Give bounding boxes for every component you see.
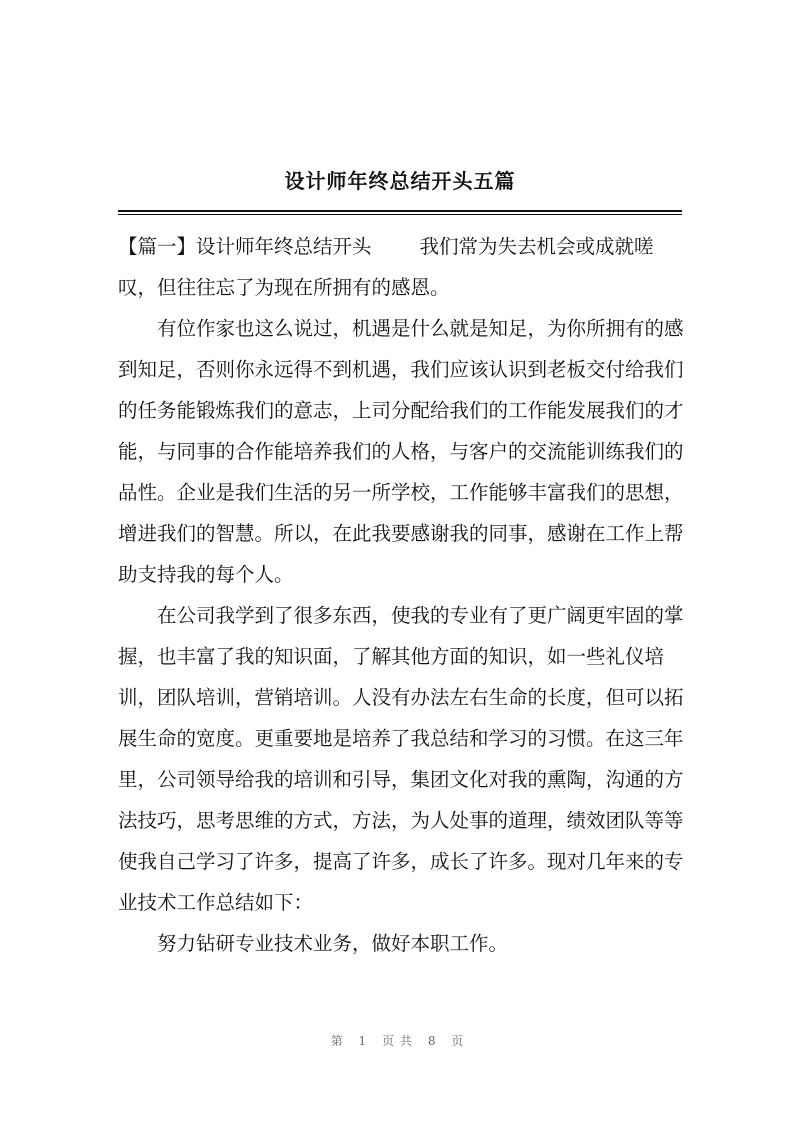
section-heading: 【篇一】设计师年终总结开头 bbox=[118, 235, 372, 258]
intro-text: 我们常为失去机会或成就嗟叹，但往往忘了为现在所拥有的感恩。 bbox=[118, 235, 654, 299]
document-title: 设计师年终总结开头五篇 bbox=[284, 169, 516, 193]
paragraph-1: 有位作家也这么说过，机遇是什么就是知足，为你所拥有的感到知足，否则你永远得不到机遇，我们应该认识到老板交付给我们的任务能锻炼我们的意志，上司分配给我们的工作能发展我们的才能，与同事的合作能培养我们的人格，与客户的交流能训练我们的品性。企业是我们生活的另一所学校，工作能够丰富我们的思想，增进我们的智慧。所以，在此我要感谢我的同事，感谢在工作上帮助支持我的每个人。 bbox=[118, 317, 684, 586]
document-body bbox=[118, 226, 692, 964]
paragraph-2: 在公司我学到了很多东西，使我的专业有了更广阔更牢固的掌握，也丰富了我的知识面，了解其他方面的知识，如一些礼仪培训，团队培训，营销培训。人没有办法左右生命的长度，但可以拓展生命的宽度。更重要地是培养了我总结和学习的习惯。在这三年里，公司领导给我的培训和引导，集团文化对我的熏陶，沟通的方法技巧，思考思维的方式，方法，为人处事的道理，绩效团队等等使我自己学习了许多，提高了许多，成长了许多。现对几年来的专业技术工作总结如下： bbox=[118, 604, 684, 914]
paragraph-3: 努力钻研专业技术业务，做好本职工作。 bbox=[157, 932, 509, 955]
title-rule-thick bbox=[118, 210, 682, 212]
intro-paragraph bbox=[118, 226, 692, 308]
title-rule-thin bbox=[118, 214, 682, 215]
page-footer: 第 1 页共 8 页 bbox=[330, 1034, 470, 1048]
